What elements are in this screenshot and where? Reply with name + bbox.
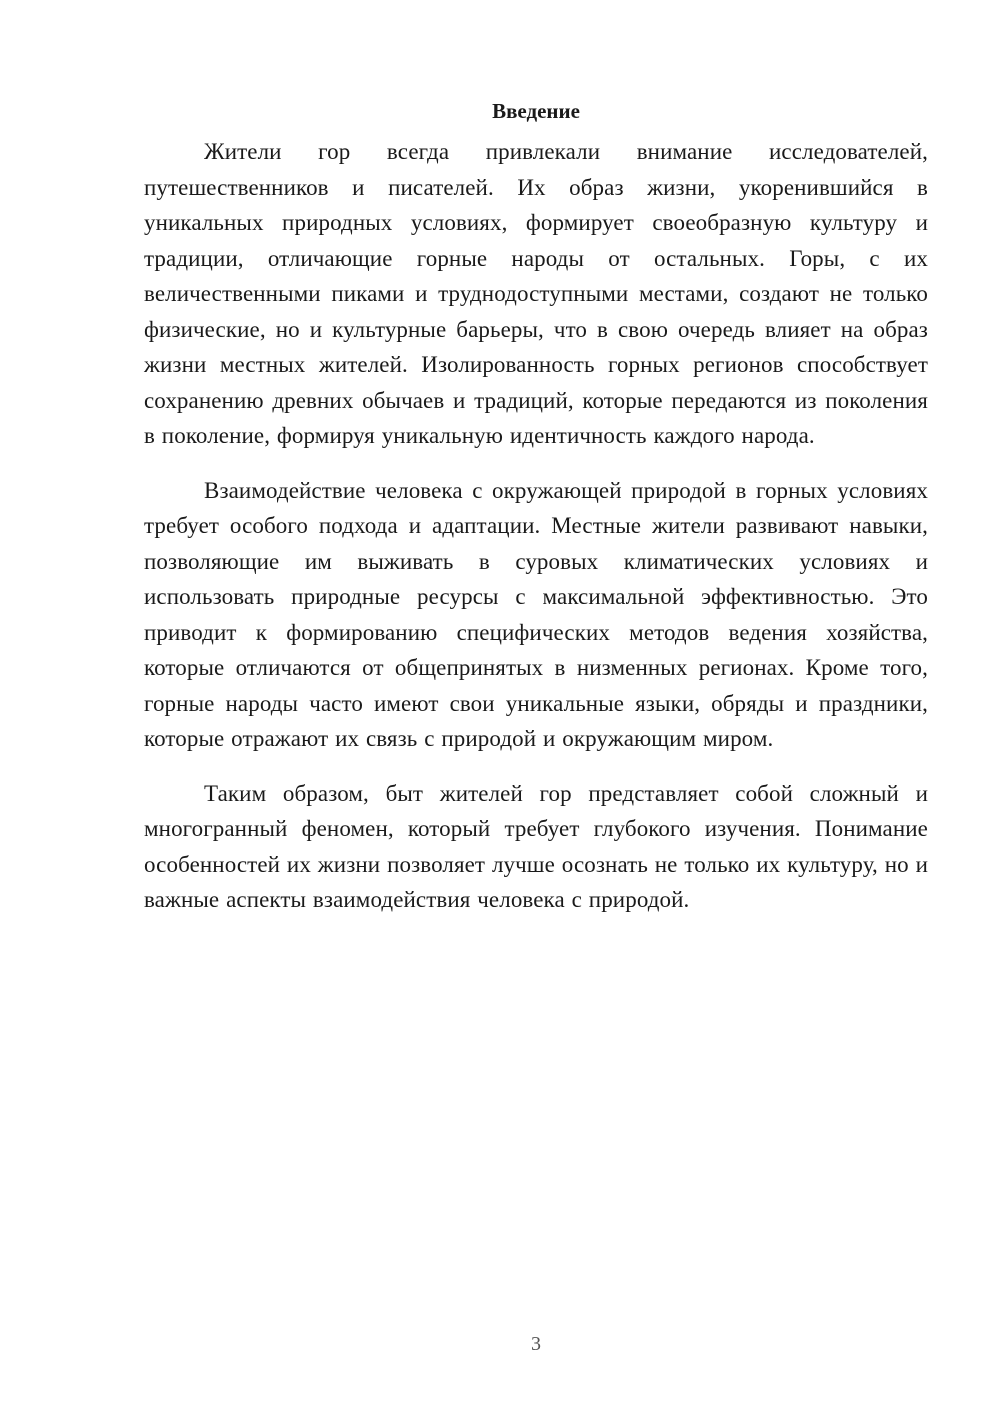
paragraph-3: Таким образом, быт жителей гор представляет собой сложный и многогранный феномен, который требует глубокого изучения. Понимание особенностей их жизни позволяет лучше осознать не только их культуру, но и важные аспекты взаимодействия человека с природой.	[144, 780, 928, 912]
paragraph-2: Взаимодействие человека с окружающей природой в горных условиях требует особого подхода и адаптации. Местные жители развивают навыки, позволяющие им выживать в суровых климатических условиях и использовать природные ресурсы с максимальной эффективностью. Это приводит к формированию специфических методов ведения хозяйства, которые отличаются от общепринятых в низменных регионах. Кроме того, горные народы часто имеют свои уникальные языки, обряды и праздники, которые отражают их связь с природой и окружающим миром.	[144, 477, 928, 751]
paragraph-1: Жители гор всегда привлекали внимание исследователей, путешественников и писателей. Их образ жизни, укоренившийся в уникальных природных условиях, формирует своеобразную культуру и традиции, отличающие горные народы от остальных. Горы, с их величественными пиками и труднодоступными местами, создают не только физические, но и культурные барьеры, что в свою очередь влияет на образ жизни местных жителей. Изолированность горных регионов способствует сохранению древних обычаев и традиций, которые передаются из поколения в поколение, формируя уникальную идентичность каждого народа.	[144, 139, 928, 448]
page-content	[144, 96, 928, 937]
page-title: Введение	[492, 99, 580, 123]
page-number: 3	[531, 1333, 541, 1355]
